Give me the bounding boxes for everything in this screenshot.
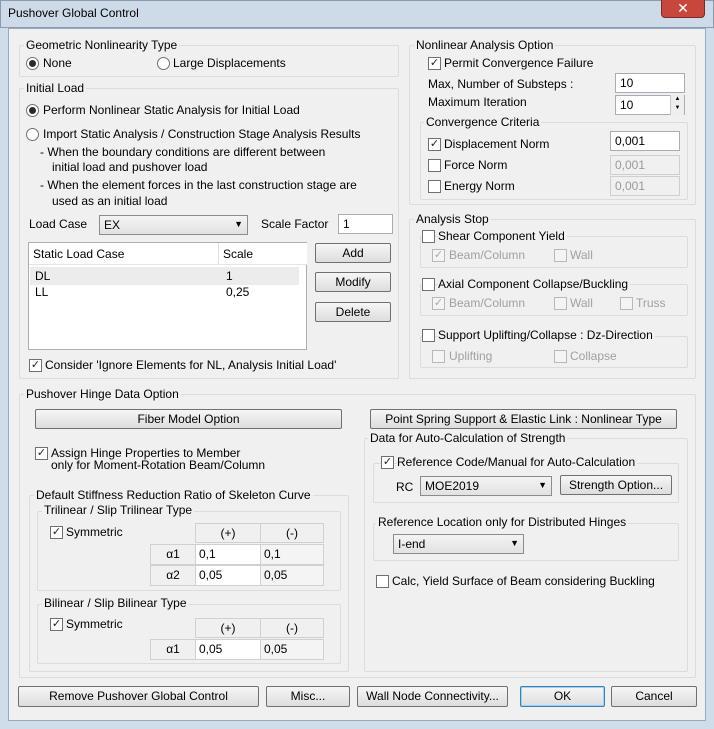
delete-button[interactable]: Delete	[315, 302, 391, 322]
bilinear-symmetric-label[interactable]: Symmetric	[66, 617, 123, 631]
perform-nonlinear-label[interactable]: Perform Nonlinear Static Analysis for Initial Load	[43, 103, 300, 117]
displacement-norm-input[interactable]: 0,001	[610, 131, 680, 151]
chevron-down-icon: ▼	[538, 480, 547, 490]
axial-collapse-label[interactable]: Axial Component Collapse/Buckling	[438, 277, 629, 291]
trilinear-plus-header: (+)	[195, 523, 261, 543]
load-case-value: EX	[104, 218, 121, 232]
trilinear-symmetric-label[interactable]: Symmetric	[66, 525, 123, 539]
import-results-label[interactable]: Import Static Analysis / Construction Stage Analysis Results	[43, 127, 361, 141]
axial-wall-label[interactable]: Wall	[570, 296, 593, 310]
ref-code-label[interactable]: Reference Code/Manual for Auto-Calculation	[397, 455, 636, 469]
load-case-label: Load Case	[29, 217, 88, 231]
auto-calc-title: Data for Auto-Calculation of Strength	[370, 431, 566, 445]
axial-collapse-checkbox[interactable]	[422, 278, 435, 291]
geometric-title: Geometric Nonlinearity Type	[26, 38, 178, 52]
ref-location-select[interactable]	[393, 534, 524, 554]
trilinear-alpha2-minus-input[interactable]: 0,05	[260, 565, 324, 586]
table-cell-case: LL	[35, 285, 49, 299]
trilinear-title: Trilinear / Slip Trilinear Type	[44, 503, 193, 517]
table-header-load-case[interactable]: Static Load Case	[29, 243, 219, 265]
import-results-radio[interactable]	[26, 128, 39, 141]
bilinear-minus-header: (-)	[260, 618, 324, 638]
ref-location-title: Reference Location only for Distributed Hinges	[378, 515, 627, 529]
spin-up-icon[interactable]: ▲	[674, 96, 681, 102]
assign-hinge-label-line1[interactable]: Assign Hinge Properties to Member	[51, 446, 241, 460]
axial-beam-column-checkbox[interactable]: ✓	[433, 297, 444, 309]
permit-convergence-checkbox[interactable]: ✓	[429, 57, 440, 69]
max-substeps-input[interactable]: 10	[615, 73, 685, 93]
geometric-large-label[interactable]: Large Displacements	[173, 56, 286, 70]
max-substeps-label: Max, Number of Substeps :	[428, 77, 574, 91]
stiffness-reduction-title: Default Stiffness Reduction Ratio of Skeleton Curve	[36, 488, 311, 502]
max-iteration-value: 10	[620, 98, 634, 112]
support-uplift-label[interactable]: Support Uplifting/Collapse : Dz-Direction	[438, 328, 653, 342]
permit-convergence-label[interactable]: Permit Convergence Failure	[444, 56, 594, 70]
calc-yield-surface-checkbox[interactable]	[376, 575, 389, 588]
trilinear-symmetric-checkbox[interactable]: ✓	[51, 526, 62, 538]
misc-button[interactable]: Misc...	[266, 686, 350, 707]
nonlinear-option-title: Nonlinear Analysis Option	[416, 38, 554, 52]
energy-norm-checkbox[interactable]	[428, 180, 441, 193]
fiber-model-button[interactable]: Fiber Model Option	[35, 409, 342, 429]
table-row[interactable]	[30, 283, 299, 301]
geometric-large-radio[interactable]	[157, 57, 170, 70]
window-title: Pushover Global Control	[8, 6, 139, 20]
geometric-none-radio[interactable]	[26, 57, 39, 70]
static-load-case-table[interactable]	[28, 242, 307, 350]
spin-down-icon[interactable]: ▼	[674, 105, 681, 111]
trilinear-alpha2-label: α2	[150, 565, 196, 586]
axial-truss-label[interactable]: Truss	[636, 296, 666, 310]
energy-norm-input[interactable]: 0,001	[610, 176, 680, 196]
displacement-norm-label[interactable]: Displacement Norm	[444, 137, 550, 151]
uplifting-label[interactable]: Uplifting	[449, 349, 493, 363]
shear-yield-label[interactable]: Shear Component Yield	[438, 229, 565, 243]
table-cell-case: DL	[35, 269, 51, 283]
modify-button[interactable]: Modify	[315, 272, 391, 292]
displacement-norm-checkbox[interactable]: ✓	[429, 138, 440, 150]
convergence-criteria-title: Convergence Criteria	[426, 115, 540, 129]
note-boundary-line1: - When the boundary conditions are different between	[40, 145, 326, 159]
force-norm-input[interactable]: 0,001	[610, 155, 680, 175]
bilinear-title: Bilinear / Slip Bilinear Type	[44, 596, 187, 610]
support-uplift-checkbox[interactable]	[422, 329, 435, 342]
collapse-label[interactable]: Collapse	[570, 349, 617, 363]
force-norm-label[interactable]: Force Norm	[444, 158, 508, 172]
note-forces-line1: - When the element forces in the last construction stage are	[40, 178, 357, 192]
ref-code-checkbox[interactable]: ✓	[382, 456, 393, 468]
rc-code-value: MOE2019	[425, 479, 480, 493]
assign-hinge-checkbox[interactable]: ✓	[36, 447, 47, 459]
bilinear-alpha1-minus-input[interactable]: 0,05	[260, 639, 324, 660]
shear-wall-checkbox[interactable]	[554, 249, 567, 262]
shear-yield-checkbox[interactable]	[422, 230, 435, 243]
close-button[interactable]: ✕	[661, 0, 705, 18]
rc-code-select[interactable]	[420, 476, 552, 496]
wall-node-connectivity-button[interactable]: Wall Node Connectivity...	[357, 686, 508, 707]
geometric-none-label[interactable]: None	[43, 56, 72, 70]
rc-label: RC	[396, 480, 414, 494]
consider-ignore-label[interactable]: Consider 'Ignore Elements for NL, Analysis Initial Load'	[45, 358, 337, 372]
bilinear-plus-header: (+)	[195, 618, 261, 638]
remove-pushover-button[interactable]: Remove Pushover Global Control	[18, 686, 259, 707]
trilinear-alpha1-label: α1	[150, 544, 196, 565]
consider-ignore-checkbox[interactable]: ✓	[30, 359, 41, 371]
perform-nonlinear-radio[interactable]	[26, 104, 39, 117]
chevron-down-icon: ▼	[234, 219, 243, 229]
ok-button[interactable]: OK	[520, 686, 605, 707]
table-header-scale[interactable]: Scale	[219, 243, 307, 265]
strength-option-button[interactable]: Strength Option...	[560, 475, 672, 495]
force-norm-checkbox[interactable]	[428, 159, 441, 172]
initial-load-title: Initial Load	[26, 81, 85, 95]
shear-beam-column-label[interactable]: Beam/Column	[449, 248, 526, 262]
ref-location-value: I-end	[398, 537, 426, 551]
trilinear-alpha1-plus-input[interactable]: 0,1	[195, 544, 261, 565]
chevron-down-icon: ▼	[510, 538, 519, 548]
bilinear-symmetric-checkbox[interactable]: ✓	[51, 618, 62, 630]
axial-truss-checkbox[interactable]	[620, 297, 633, 310]
bilinear-alpha1-plus-input[interactable]: 0,05	[195, 639, 261, 660]
max-iteration-spinner[interactable]	[670, 95, 684, 115]
table-cell-scale: 0,25	[226, 285, 250, 299]
scale-factor-input[interactable]: 1	[338, 214, 393, 234]
add-button[interactable]: Add	[315, 243, 391, 263]
calc-yield-surface-label[interactable]: Calc, Yield Surface of Beam considering Buckling	[392, 574, 655, 588]
uplifting-checkbox[interactable]	[432, 350, 445, 363]
scale-factor-label: Scale Factor	[261, 217, 329, 231]
axial-wall-checkbox[interactable]	[554, 297, 567, 310]
load-case-select[interactable]	[99, 215, 248, 235]
trilinear-alpha2-plus-input[interactable]: 0,05	[195, 565, 261, 586]
collapse-checkbox[interactable]	[554, 350, 567, 363]
table-cell-scale: 1	[226, 269, 233, 283]
shear-beam-column-checkbox[interactable]: ✓	[433, 249, 444, 261]
bilinear-alpha1-label: α1	[150, 639, 196, 660]
note-boundary-line2: initial load and pushover load	[52, 160, 208, 174]
energy-norm-label[interactable]: Energy Norm	[444, 179, 515, 193]
hinge-data-title: Pushover Hinge Data Option	[26, 387, 179, 401]
trilinear-minus-header: (-)	[260, 523, 324, 543]
note-forces-line2: used as an initial load	[52, 194, 168, 208]
assign-hinge-label-line2[interactable]: only for Moment-Rotation Beam/Column	[51, 458, 266, 472]
trilinear-alpha1-minus-input[interactable]: 0,1	[260, 544, 324, 565]
max-iteration-label: Maximum Iteration	[428, 95, 527, 109]
point-spring-button[interactable]: Point Spring Support & Elastic Link : Nonlinear Type	[370, 409, 677, 429]
cancel-button[interactable]: Cancel	[611, 686, 697, 707]
analysis-stop-title: Analysis Stop	[416, 212, 489, 226]
shear-wall-label[interactable]: Wall	[570, 248, 593, 262]
axial-beam-column-label[interactable]: Beam/Column	[449, 296, 526, 310]
